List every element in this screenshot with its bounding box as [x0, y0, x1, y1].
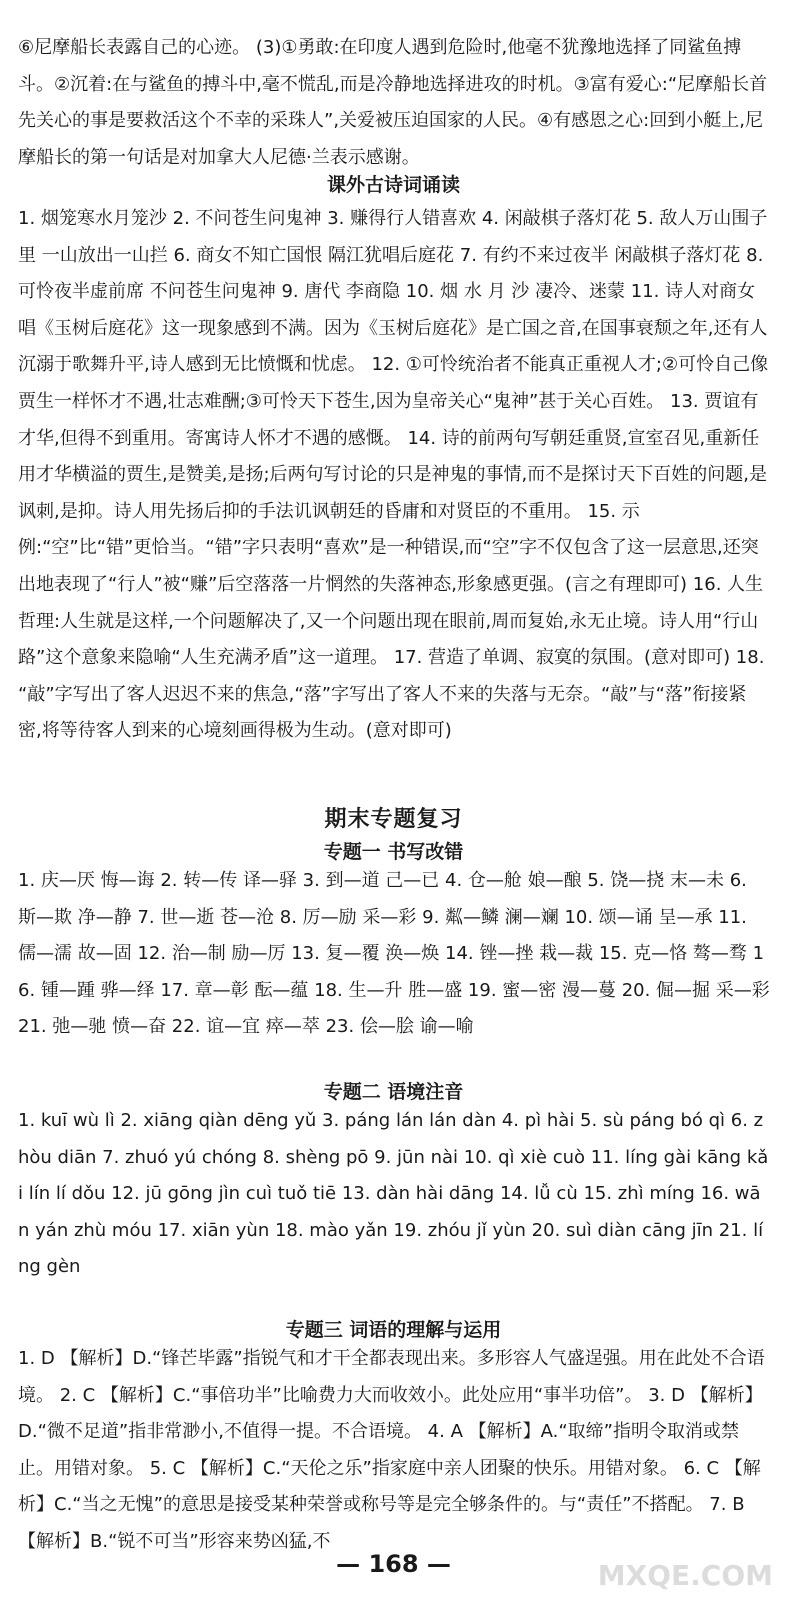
topic-3-answers: 1. D 【解析】D.“锋芒毕露”指锐气和才干全都表现出来。多形容人气盛逞强。用在此处不合语境。 2. C 【解析】C.“事倍功半”比喻费力大而收效小。此处应用“事半功倍”。 3. D 【解析】D.“微不足道”指非常渺小,不值得一提。不合语境。 4. A 【解析】A.“取缔”指明令取消或禁止。用错对象。 5. C 【解析】C.“天伦之乐”指家庭中亲人团聚的快乐。用错对象。 6. C 【解析】C.“当之无愧”的意思是接受某种荣誉或称号等是完全够条件的。与“责任”不搭配。 7. B 【解析】B.“锐不可当”形容来势凶猛,不 — [18, 1348, 765, 1552]
poetry-answers: 1. 烟笼寒水月笼沙 2. 不问苍生问鬼神 3. 赚得行人错喜欢 4. 闲敲棋子落灯花 5. 敌人万山围子里 一山放出一山拦 6. 商女不知亡国恨 隔江犹唱后庭花 7. 有约不来过夜半 闲敲棋子落灯花 8. 可怜夜半虚前席 不问苍生问鬼神 9. 唐代 李商隐 10. 烟 水 月 沙 凄冷、迷蒙 11. 诗人对商女唱《玉树后庭花》这一现象感到不满。因为《玉树后庭花》是亡国之音,在国事衰颓之年,还有人沉溺于歌舞升平,诗人感到无比愤慨和忧虑。 12. ①可怜统治者不能真正重视人才;②可怜自己像贾生一样怀才不遇,壮志难酬;③可怜天下苍生,因为皇帝关心“鬼神”甚于关心百姓。 13. 贾谊有才华,但得不到重用。寄寓诗人怀才不遇的感慨。 14. 诗的前两句写朝廷重贤,宣室召见,重新任用才华横溢的贾生,是赞美,是扬;后两句写讨论的只是神鬼的事情,而不是探讨天下百姓的问题,是讽刺,是抑。诗人用先扬后抑的手法讥讽朝廷的昏庸和对贤臣的不重用。 15. 示例:“空”比“错”更恰当。“错”字只表明“喜欢”是一种错误,而“空”字不仅包含了这一层意思,还突出地表现了“行人”被“赚”后空落落一片惘然的失落神态,形象感更强。(言之有理即可) 16. 人生哲理:人生就是这样,一个问题解决了,又一个问题出现在眼前,周而复始,永无止境。诗人用“行山路”这个意象来隐喻“人生充满矛盾”这一道理。 17. 营造了单调、寂寞的氛围。(意对即可) 18. “敲”字写出了客人迟迟不来的焦急,“落”字写出了客人不来的失落与无奈。“敲”与“落”衔接紧密,将等待客人到来的心境刻画得极为生动。(意对即可) — [18, 208, 771, 742]
topic-3-title: 专题三 词语的理解与运用 — [285, 1319, 502, 1341]
topic-2-title: 专题二 语境注音 — [323, 1081, 464, 1103]
watermark-text: MXQE.COM — [597, 1559, 773, 1593]
section-title-poetry: 课外古诗词诵读 — [326, 174, 460, 196]
section-title-final-review: 期末专题复习 — [324, 806, 463, 832]
page-number: — 168 — — [336, 1550, 451, 1578]
topic-1-title: 专题一 书写改错 — [323, 841, 464, 863]
topic-1-answers: 1. 庆—厌 悔—诲 2. 转—传 译—驿 3. 到—道 己—已 4. 仓—舱 娘—酿 5. 饶—挠 末—未 6. 斯—欺 净—静 7. 世—逝 苍—沧 8. 厉—励 采—彩 9. 粼—鳞 澜—斓 10. 颂—诵 呈—承 11. 儒—濡 故—固 12. 治—制 励—厉 13. 复—覆 涣—焕 14. 锉—挫 栽—裁 15. 克—恪 骜—骛 16. 锺—踵 骅—绎 17. 章—彰 酝—蕴 18. 生—升 胜—盛 19. 蜜—密 漫—蔓 20. 倔—掘 采—彩 21. 弛—驰 愤—奋 22. 谊—宜 瘁—萃 23. 侩—脍 谕—喻 — [18, 870, 776, 1038]
topic-2-answers: 1. kuī wù lì 2. xiāng qiàn dēng yǔ 3. páng lán lán dàn 4. pì hài 5. sù páng bó qì 6. zhòu diān 7. zhuó yú chóng 8. shèng pō 9. jūn nài 10. qì xiè cuò 11. líng gài kāng kǎi lín lí dǒu 12. jū gōng jìn cuì tuǒ tiē 13. dàn hài dāng 14. lǚ cù 15. zhì míng 16. wān yán zhù móu 17. xiān yùn 18. mào yǎn 19. zhóu jǐ yùn 20. suì diàn cāng jīn 21. líng gèn — [18, 1110, 769, 1278]
intro-paragraph: ⑥尼摩船长表露自己的心迹。 (3)①勇敢:在印度人遇到危险时,他毫不犹豫地选择了同鲨鱼搏斗。②沉着:在与鲨鱼的搏斗中,毫不慌乱,而是冷静地选择进攻的时机。③富有爱心:“尼摩船长首先关心的事是要救活这个不幸的采珠人”,关爱被压迫国家的人民。④有感恩之心:回到小艇上,尼摩船长的第一句话是对加拿大人尼德·兰表示感谢。 — [18, 37, 768, 168]
watermark-logo — [598, 1561, 773, 1592]
